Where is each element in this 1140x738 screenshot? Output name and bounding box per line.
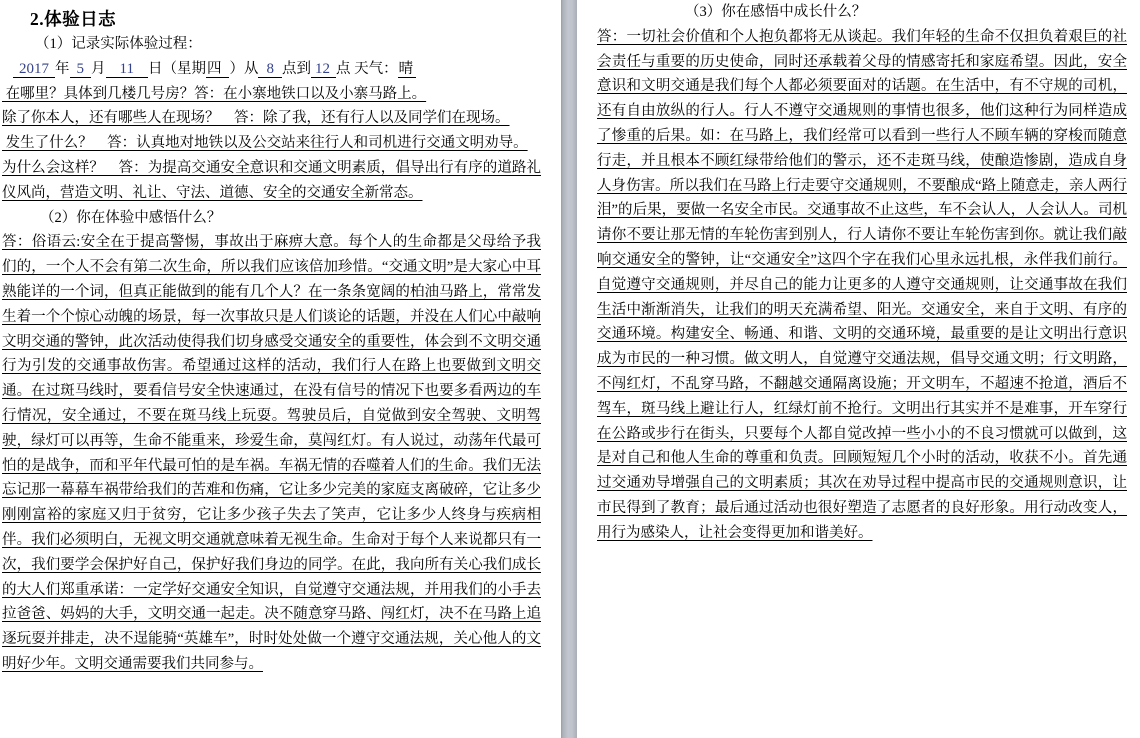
answer-3-paragraph: 答：一切社会价值和个人抱负都将无从谈起。我们年轻的生命不仅担负着艰巨的社会责任与重要的历史使命，同时还承载着父母的情感寄托和家庭希望。因此，安全意识和文明交通是我们每个人都必须要面对的话题。在生活中，有不守规的司机，还有自由放纵的行人。行人不遵守交通规则的事情也很多，他们这种行为同样造成了惨重的后果。如：在马路上，我们经常可以看到一些行人不顾车辆的穿梭而随意行走，并且根本不顾红绿带给他们的警示，还不走斑马线，使酿造惨剧，造成自身人身伤害。所以我们在马路上行走要守交通规则，不要酿成“路上随意走，亲人两行泪”的后果，要做一名安全市民。交通事故不止这些，车不会认人，人会认人。司机请你不要让那无情的车轮伤害到别人，行人请你不要让车轮伤害到你。就让我们敲响交通安全的警钟，让“交通安全”这四个字在我们心里永远扎根，永伴我们前行。自觉遵守交通规则，并尽自己的能力让更多的人遵守交通规则，让交通事故在我们生活中渐渐消失，让我们的明天充满希望、阳光。交通安全，来自于文明、有序的交通环境。构建安全、畅通、和谐、文明的交通环境，最重要的是让文明出行意识成为市民的一种习惯。做文明人，自觉遵守交通法规，倡导交通文明；行文明路，不闯红灯，不乱穿马路，不翻越交通隔离设施；开文明车，不超速不抢道，酒后不驾车，斑马线上避让行人，红绿灯前不抢行。文明出行其实并不是难事，开车穿行在公路或步行在街头，只要每个人都自觉改掉一些小小的不良习惯就可以做到，这是对自己和他人生命的尊重和负责。回顾短短几个小时的活动，收获不小。首先通过交通劝导增强自己的文明素质；其次在劝导过程中提高市民的交通规则意识，让市民得到了教育；最后通过活动也很好塑造了志愿者的良好形象。用行动改变人，用行为感染人，让社会变得更加和谐美好。 [597, 28, 1127, 541]
answer-line-what: 发生了什么？ 答：认真地对地铁以及公交站来往行人和司机进行交通文明劝导。 [2, 135, 528, 152]
date-label-month: 月 [91, 60, 106, 77]
date-label-from: ）从 [229, 60, 259, 77]
date-line [13, 57, 541, 82]
date-label-weekday: 日（星期 [147, 60, 206, 77]
date-blank-weather: 晴 [398, 61, 417, 78]
page-divider [561, 0, 577, 738]
answer-2-paragraph: 答：俗语云:安全在于提高警惕，事故出于麻痹大意。每个人的生命都是父母给予我们的，一个人不会有第二次生命，所以我们应该倍加珍惜。“交通文明”是大家心中耳熟能详的一个词，但真正能做到的能有几个人？在一条条宽阔的柏油马路上，常常发生着一个个惊心动魄的场景，每一次事故只是人们谈论的话题，并没在人们心中敲响文明交通的警钟，此次活动使得我们切身感受交通安全的重要性，体会到不文明交通行为引发的交通事故伤害。希望通过这样的活动，我们行人在路上也要做到文明交通。在过斑马线时，要看信号安全快速通过，在没有信号的情况下也要多看两边的车行情况，安全通过，不要在斑马线上玩耍。驾驶员后，自觉做到安全驾驶、文明驾驶，绿灯可以再等，生命不能重来，珍爱生命，莫闯红灯。有人说过，动荡年代最可怕的是战争，而和平年代最可怕的是车祸。车祸无情的吞噬着人们的生命。我们无法忘记那一幕幕车祸带给我们的苦难和伤痛，它让多少完美的家庭支离破碎，它让多少刚刚富裕的家庭又归于贫穷，它让多少孩子失去了笑声，它让多少人终身与疾病相伴。我们必须明白，无视文明交通就意味着无视生命。生命对于每个人来说都只有一次，我们要学会保护好自己，保护好我们身边的同学。在此，我向所有关心我们成长的大人们郑重承诺：一定学好交通安全知识，自觉遵守交通法规，并用我们的小手去拉爸爸、妈妈的大手，文明交通一起走。决不随意穿马路、闯红灯，决不在马路上追逐玩耍并排走，决不逞能骑“英雄车”，时时处处做一个遵守交通法规，关心他人的文明好少年。文明交通需要我们共同参与。 [2, 234, 541, 672]
question-2-label: （2）你在体验中感悟什么？ [40, 209, 222, 226]
date-label-year: 年 [55, 60, 70, 77]
date-blank-end-hour: 12 [311, 61, 336, 78]
doc-title: 2.体验日志 [30, 9, 117, 29]
date-blank-year: 2017 [13, 61, 55, 78]
answer-line-where: 在哪里？具体到几楼几号房？答：在小寨地铁口以及小寨马路上。 [2, 85, 427, 102]
page-right [577, 0, 1140, 738]
answer-line-why: 为什么会这样？ 答：为提高交通安全意识和交通文明素质，倡导出行有序的道路礼仪风尚，营造文明、礼让、守法、道德、安全的交通安全新常态。 [2, 159, 541, 201]
page-left [0, 0, 561, 738]
date-label-weather: 点 天气： [335, 60, 398, 77]
date-blank-month: 5 [70, 61, 92, 78]
question-3-label: （3）你在感悟中成长什么？ [685, 4, 867, 20]
date-blank-day: 11 [106, 61, 148, 78]
date-label-to: 点到 [281, 60, 311, 77]
date-blank-start-hour: 8 [258, 61, 282, 78]
question-1-label: （1）记录实际体验过程： [35, 36, 202, 52]
date-blank-weekday: 四 [206, 61, 230, 78]
answer-line-who: 除了你本人，还有哪些人在现场？ 答：除了我，还有行人以及同学们在现场。 [2, 110, 510, 127]
